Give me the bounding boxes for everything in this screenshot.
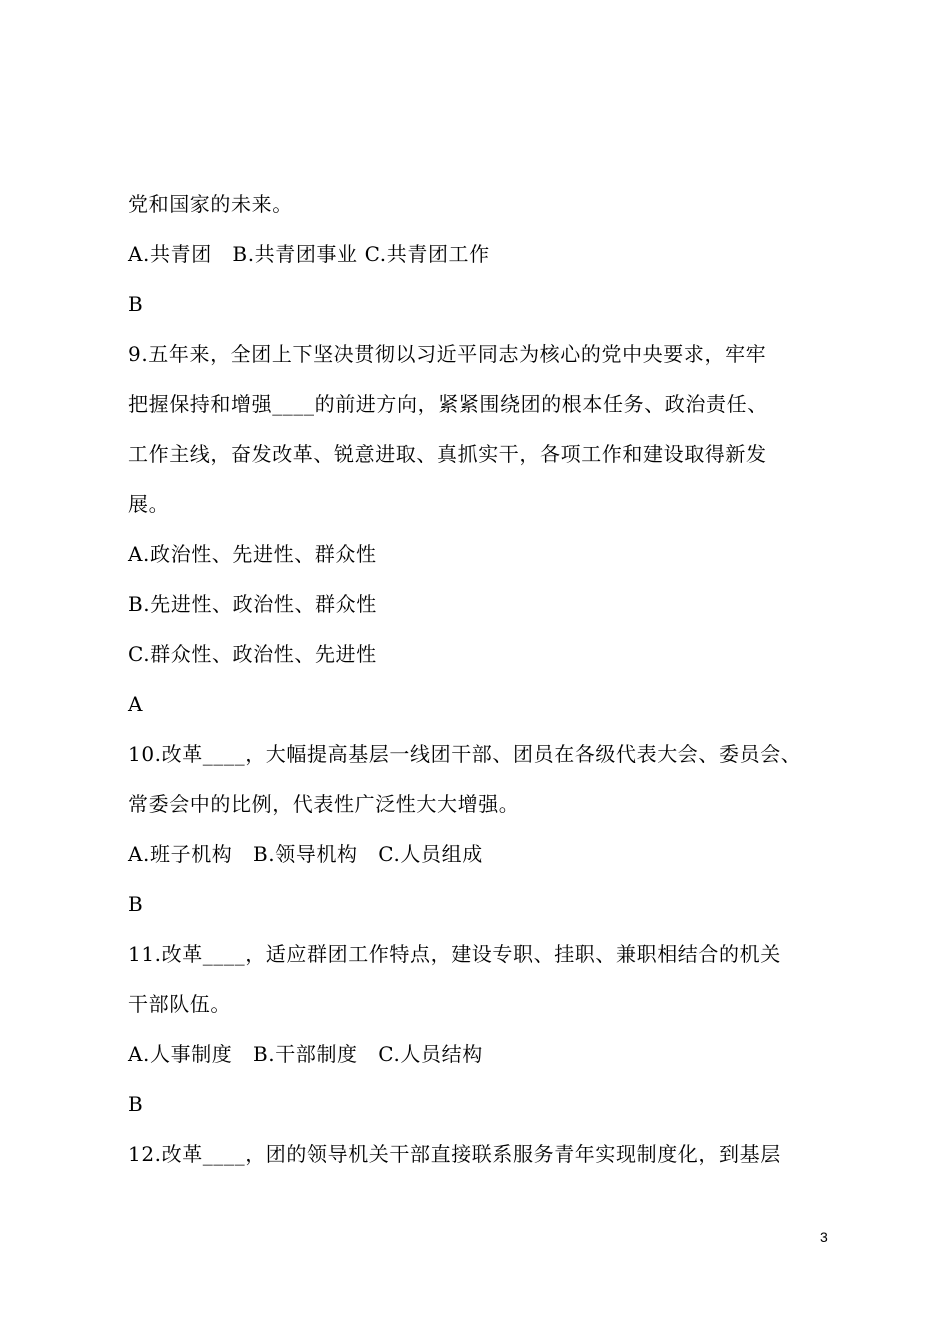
question-9-answer: A	[128, 692, 144, 716]
page-number: 3	[820, 1229, 828, 1245]
question-8-options: A.共青团 B.共青团事业 C.共青团工作	[128, 242, 490, 266]
question-8-answer: B	[128, 292, 144, 316]
question-11-answer: B	[128, 1092, 144, 1116]
question-11-options: A.人事制度 B.干部制度 C.人员结构	[128, 1042, 483, 1066]
question-10-text: 10.改革____，大幅提高基层一线团干部、团员在各级代表大会、委员会、	[128, 742, 802, 766]
question-11-text: 干部队伍。	[128, 992, 231, 1016]
question-9-text: 展。	[128, 492, 170, 516]
question-10-options: A.班子机构 B.领导机构 C.人员组成	[128, 842, 483, 866]
question-11-text: 11.改革____，适应群团工作特点，建设专职、挂职、兼职相结合的机关	[128, 942, 781, 966]
question-10-text: 常委会中的比例，代表性广泛性大大增强。	[128, 792, 520, 816]
question-9-text: 把握保持和增强____的前进方向，紧紧围绕团的根本任务、政治责任、	[128, 392, 768, 416]
question-9-text: 9.五年来，全团上下坚决贯彻以习近平同志为核心的党中央要求，牢牢	[128, 342, 767, 366]
question-9-option-a: A.政治性、先进性、群众性	[128, 542, 377, 566]
question-10-answer: B	[128, 892, 144, 916]
text-line: 党和国家的未来。	[128, 192, 293, 216]
question-9-option-b: B.先进性、政治性、群众性	[128, 592, 377, 616]
question-12-text: 12.改革____，团的领导机关干部直接联系服务青年实现制度化，到基层	[128, 1142, 781, 1166]
question-9-option-c: C.群众性、政治性、先进性	[128, 642, 377, 666]
question-9-text: 工作主线，奋发改革、锐意进取、真抓实干，各项工作和建设取得新发	[128, 442, 767, 466]
